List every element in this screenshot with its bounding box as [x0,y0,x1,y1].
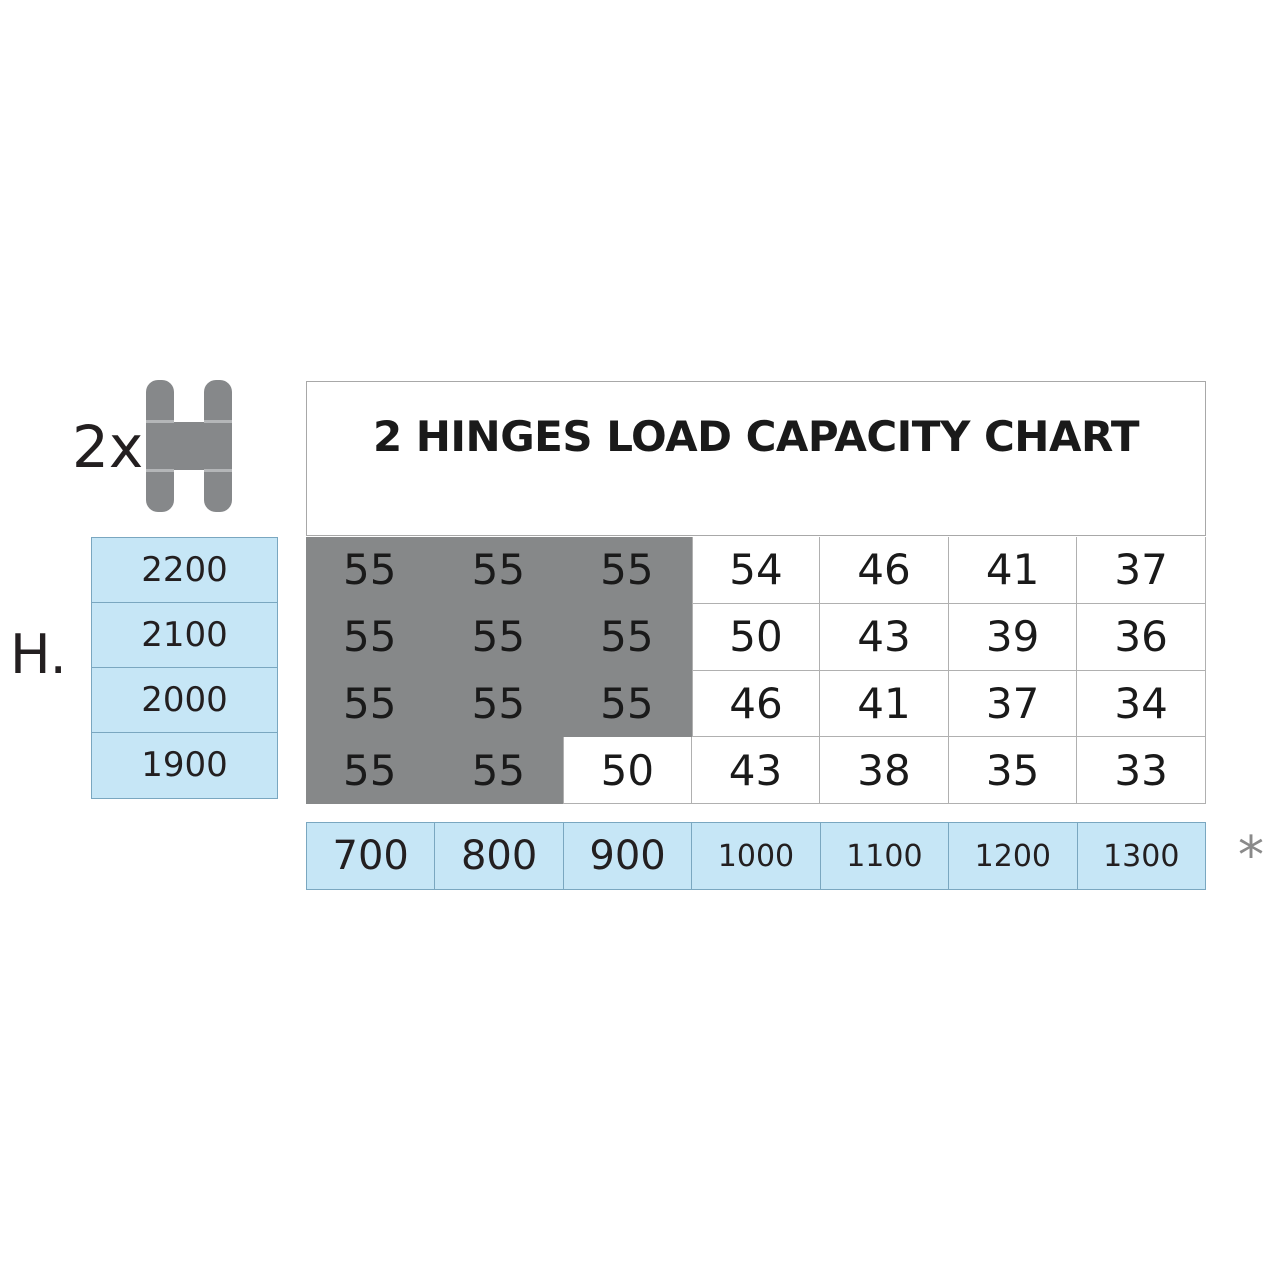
load-capacity-grid [306,537,1206,804]
height-label-2100: 2100 [91,602,278,669]
height-label-2200: 2200 [91,537,278,604]
width-labels [306,822,1206,890]
load-value-cell: 41 [820,671,949,738]
load-value-cell: 55 [563,671,692,738]
table-row [306,737,1206,804]
asterisk-footnote: * [1238,826,1264,886]
load-value-cell: 46 [692,671,821,738]
height-label-2000: 2000 [91,667,278,734]
table-row [306,604,1206,671]
height-axis-label: H. [10,623,67,686]
hinge-multiplier: 2x [72,413,144,481]
load-value-cell: 54 [692,537,821,604]
width-label-1100: 1100 [821,823,949,889]
load-value-cell: 55 [435,537,564,604]
load-value-cell: 34 [1077,671,1206,738]
load-value-cell: 55 [563,604,692,671]
load-value-cell: 46 [820,537,949,604]
table-row [306,671,1206,738]
load-value-cell: 55 [306,671,435,738]
load-value-cell: 50 [692,604,821,671]
chart-title: 2 HINGES LOAD CAPACITY CHART [372,412,1140,461]
load-value-cell: 55 [435,671,564,738]
load-value-cell: 35 [949,737,1078,804]
hinge-icon [146,380,232,512]
load-value-cell: 55 [435,737,564,804]
width-label-1300: 1300 [1103,838,1180,874]
width-label-1000: 1000 [692,823,820,889]
load-value-cell: 36 [1077,604,1206,671]
table-row [306,537,1206,604]
load-value-cell: 55 [306,604,435,671]
load-value-cell: 55 [306,737,435,804]
load-value-cell: 55 [563,537,692,604]
load-value-cell: 38 [820,737,949,804]
width-label-1200: 1200 [949,823,1077,889]
load-value-cell: 39 [949,604,1078,671]
chart-title-box [306,381,1206,536]
width-label-700: 700 [307,823,435,889]
load-value-cell: 33 [1077,737,1206,804]
load-value-cell: 37 [949,671,1078,738]
load-value-cell: 55 [435,604,564,671]
load-value-cell: 55 [306,537,435,604]
load-value-cell: 43 [820,604,949,671]
load-value-cell: 37 [1077,537,1206,604]
width-label-900: 900 [564,823,692,889]
load-value-cell: 41 [949,537,1078,604]
height-labels [91,537,278,799]
height-label-1900: 1900 [91,732,278,799]
width-label-800: 800 [435,823,563,889]
load-value-cell: 50 [563,737,692,804]
load-value-cell: 43 [692,737,821,804]
